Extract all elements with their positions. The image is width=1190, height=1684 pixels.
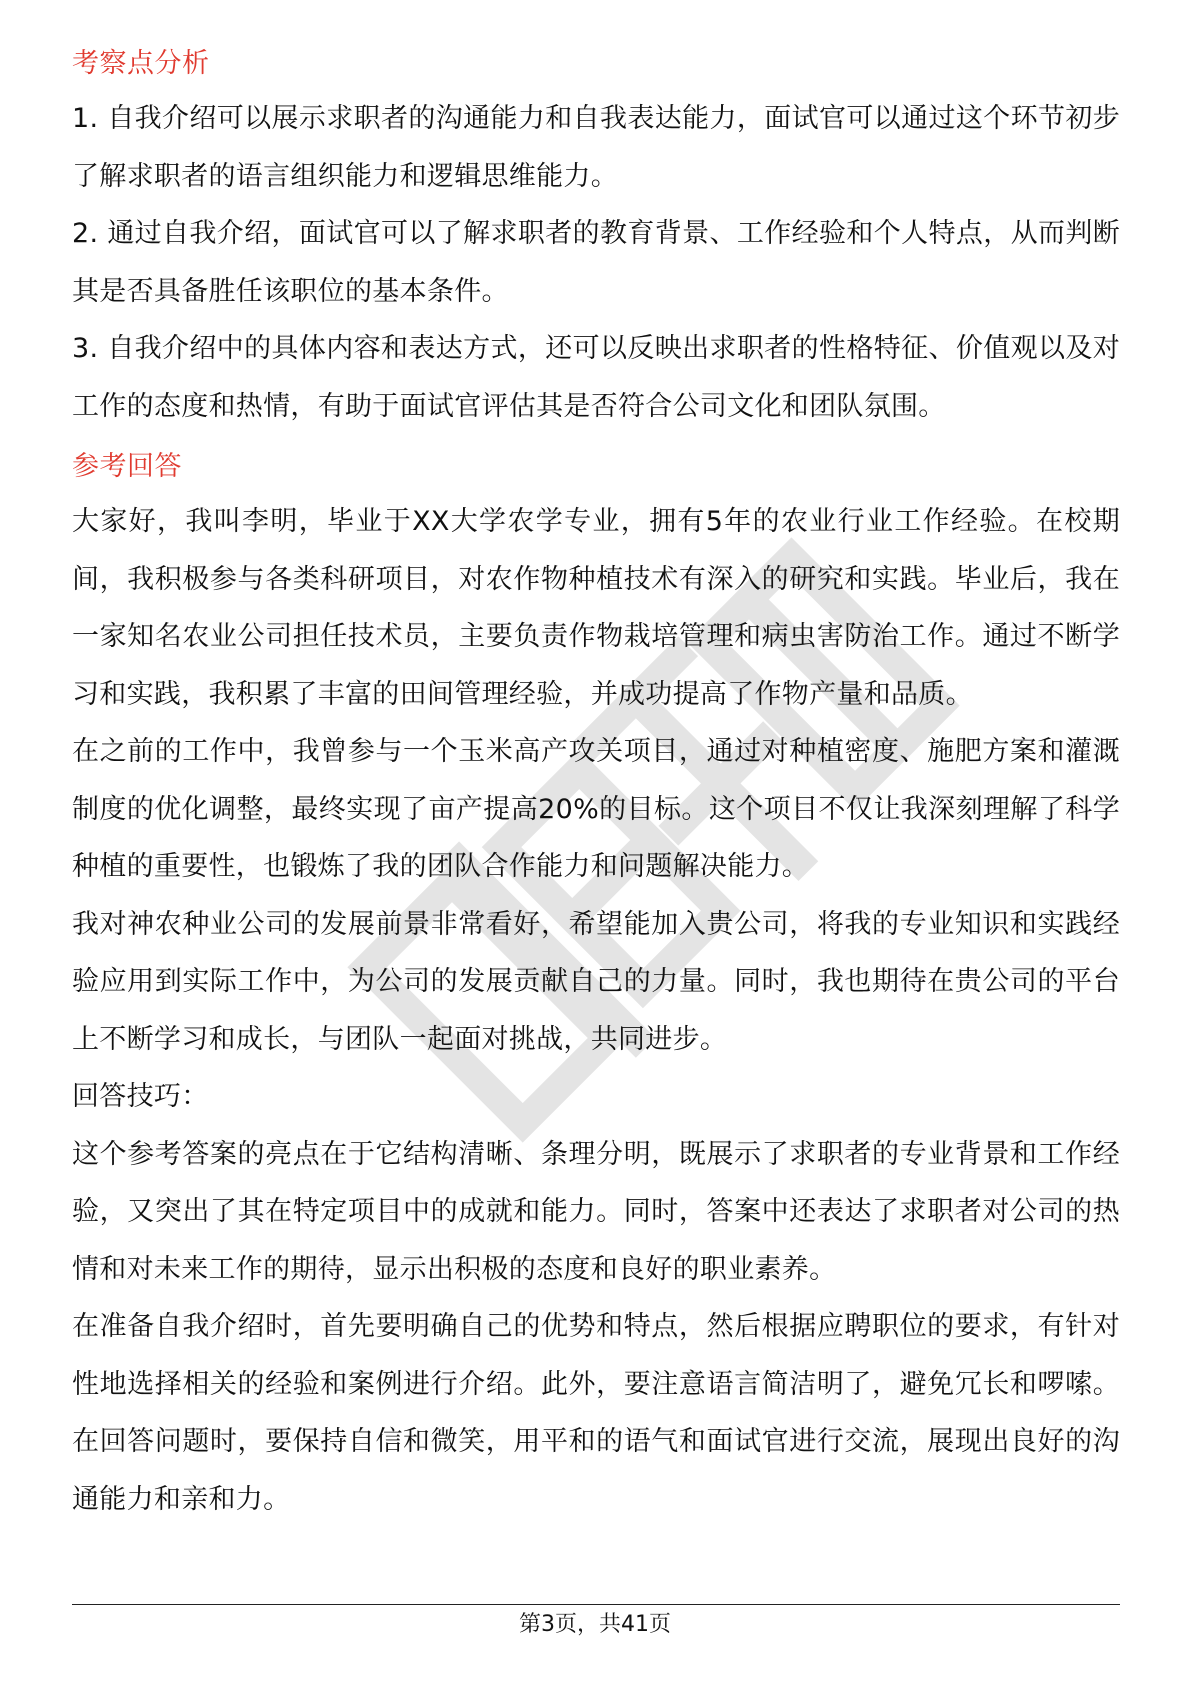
section-analysis — [72, 44, 1120, 435]
analysis-paragraph-2: 2. 通过自我介绍，面试官可以了解求职者的教育背景、工作经验和个人特点，从而判断其是否具备胜任该职位的基本条件。 — [72, 218, 1120, 307]
section-heading-answer: 参考回答 — [72, 451, 182, 482]
document-page — [72, 44, 1120, 1528]
answer-paragraph-4: 这个参考答案的亮点在于它结构清晰、条理分明，既展示了求职者的专业背景和工作经验，又突出了其在特定项目中的成就和能力。同时，答案中还表达了求职者对公司的热情和对未来工作的期待，显示出积极的态度和良好的职业素养。 — [72, 1138, 1120, 1285]
answer-tips-label: 回答技巧： — [72, 1081, 209, 1112]
page-number: 第3页，共41页 — [519, 1612, 671, 1637]
section-answer — [72, 447, 1120, 1528]
section-spacer — [72, 435, 1120, 447]
answer-paragraph-3: 我对神农种业公司的发展前景非常看好，希望能加入贵公司，将我的专业知识和实践经验应用到实际工作中，为公司的发展贡献自己的力量。同时，我也期待在贵公司的平台上不断学习和成长，与团队一起面对挑战，共同进步。 — [72, 908, 1120, 1055]
answer-paragraph-2: 在之前的工作中，我曾参与一个玉米高产攻关项目，通过对种植密度、施肥方案和灌溉制度的优化调整，最终实现了亩产提高20%的目标。这个项目不仅让我深刻理解了科学种植的重要性，也锻炼了我的团队合作能力和问题解决能力。 — [72, 736, 1120, 882]
answer-paragraph-5: 在准备自我介绍时，首先要明确自己的优势和特点，然后根据应聘职位的要求，有针对性地选择相关的经验和案例进行介绍。此外，要注意语言简洁明了，避免冗长和啰嗦。在回答问题时，要保持自信和微笑，用平和的语气和面试官进行交流，展现出良好的沟通能力和亲和力。 — [72, 1311, 1120, 1515]
answer-paragraph-1: 大家好，我叫李明，毕业于XX大学农学专业，拥有5年的农业行业工作经验。在校期间，我积极参与各类科研项目，对农作物种植技术有深入的研究和实践。毕业后，我在一家知名农业公司担任技术员，主要负责作物栽培管理和病虫害防治工作。通过不断学习和实践，我积累了丰富的田间管理经验，并成功提高了作物产量和品质。 — [72, 506, 1120, 710]
section-heading-analysis: 考察点分析 — [72, 48, 210, 79]
analysis-paragraph-1: 1. 自我介绍可以展示求职者的沟通能力和自我表达能力，面试官可以通过这个环节初步了解求职者的语言组织能力和逻辑思维能力。 — [72, 103, 1120, 192]
analysis-paragraph-3: 3. 自我介绍中的具体内容和表达方式，还可以反映出求职者的性格特征、价值观以及对工作的态度和热情，有助于面试官评估其是否符合公司文化和团队氛围。 — [72, 333, 1120, 422]
footer-divider — [72, 1604, 1120, 1605]
